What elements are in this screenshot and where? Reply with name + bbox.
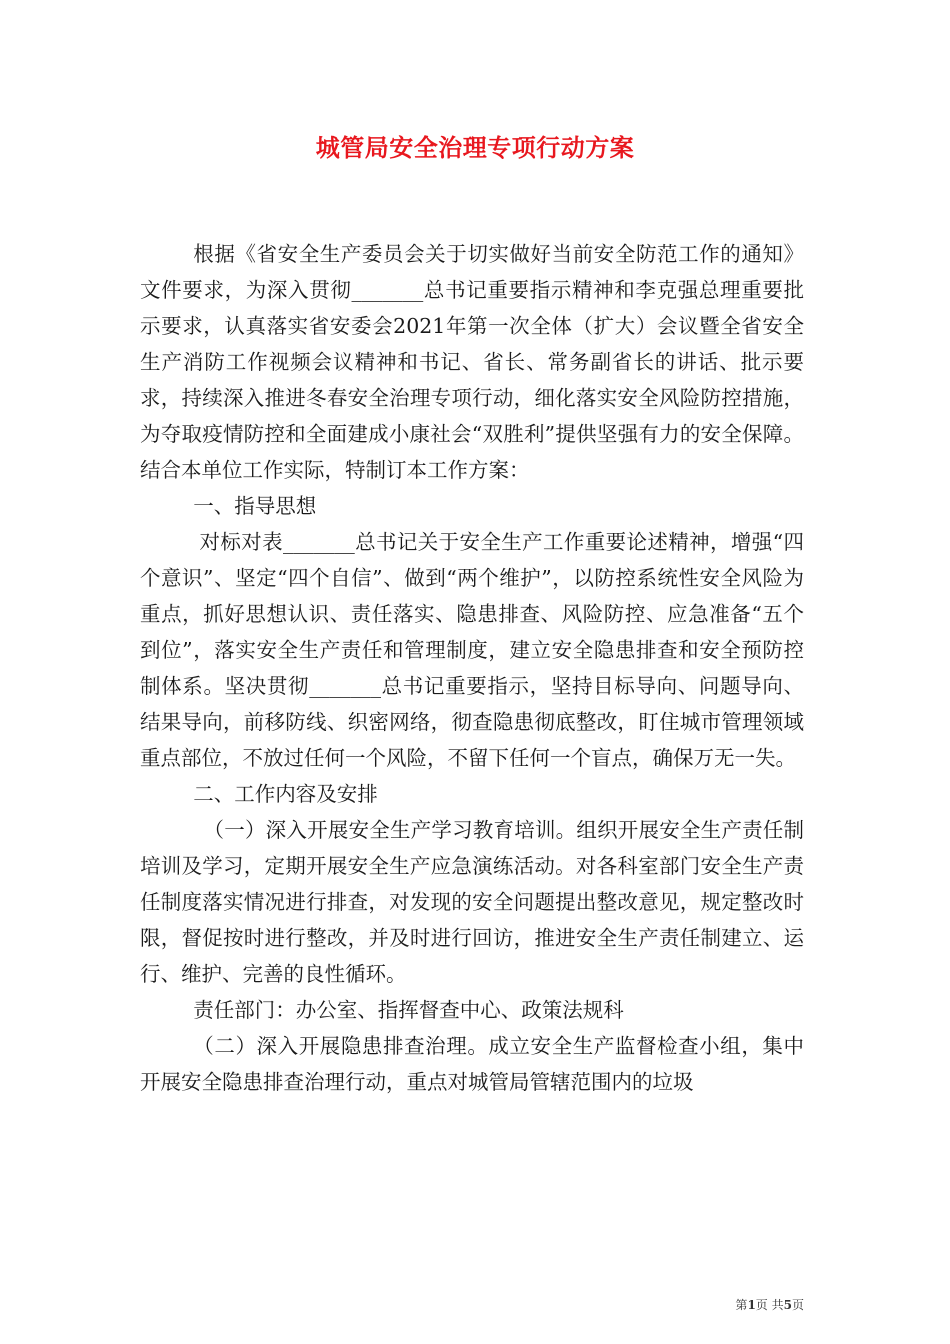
paragraph-item-1: （一）深入开展安全生产学习教育培训。组织开展安全生产责任制培训及学习，定期开展安全生产应急演练活动。对各科室部门安全生产责任制度落实情况进行排查，对发现的安全问题提出整改意见，规定整改时限，督促按时进行整改，并及时进行回访，推进安全生产责任制建立、运行、维护、完善的良性循环。 — [140, 818, 804, 986]
footer-prefix: 第 — [735, 1298, 748, 1312]
paragraph-responsible-dept: 责任部门：办公室、指挥督查中心、政策法规科 — [193, 998, 624, 1022]
footer-middle: 页 共 — [755, 1298, 784, 1312]
footer-suffix: 页 — [791, 1298, 804, 1312]
paragraph-item-2: （二）深入开展隐患排查治理。成立安全生产监督检查小组，集中开展安全隐患排查治理行动，重点对城管局管辖范围内的垃圾 — [140, 1034, 804, 1094]
section-heading-guiding-thought: 一、指导思想 — [193, 494, 317, 518]
footer-total-pages: 5 — [783, 1298, 792, 1312]
paragraph-intro: 根据《省安全生产委员会关于切实做好当前安全防范工作的通知》文件要求，为深入贯彻_______总书记重要指示精神和李克强总理重要批示要求，认真落实省安委会2021年第一次全体（扩大）会议暨全省安全生产消防工作视频会议精神和书记、省长、常务副省长的讲话、批示要求，持续深入推进冬春安全治理专项行动，细化落实安全风险防控措施，为夺取疫情防控和全面建成小康社会“双胜利”提供坚强有力的安全保障。结合本单位工作实际，特制订本工作方案： — [140, 242, 804, 482]
page-number-footer — [735, 1296, 804, 1313]
document-title: 城管局安全治理专项行动方案 — [315, 133, 635, 162]
document-body — [140, 236, 804, 1100]
section-heading-work-content: 二、工作内容及安排 — [193, 782, 378, 806]
footer-current-page: 1 — [747, 1298, 756, 1312]
paragraph-guiding-thought: 对标对表_______总书记关于安全生产工作重要论述精神，增强“四个意识”、坚定“四个自信”、做到“两个维护”，以防控系统性安全风险为重点，抓好思想认识、责任落实、隐患排查、风险防控、应急准备“五个到位”，落实安全生产责任和管理制度，建立安全隐患排查和安全预防控制体系。坚决贯彻_______总书记重要指示，坚持目标导向、问题导向、结果导向，前移防线、织密网络，彻查隐患彻底整改，盯住城市管理领域重点部位，不放过任何一个风险，不留下任何一个盲点，确保万无一失。 — [140, 530, 804, 770]
